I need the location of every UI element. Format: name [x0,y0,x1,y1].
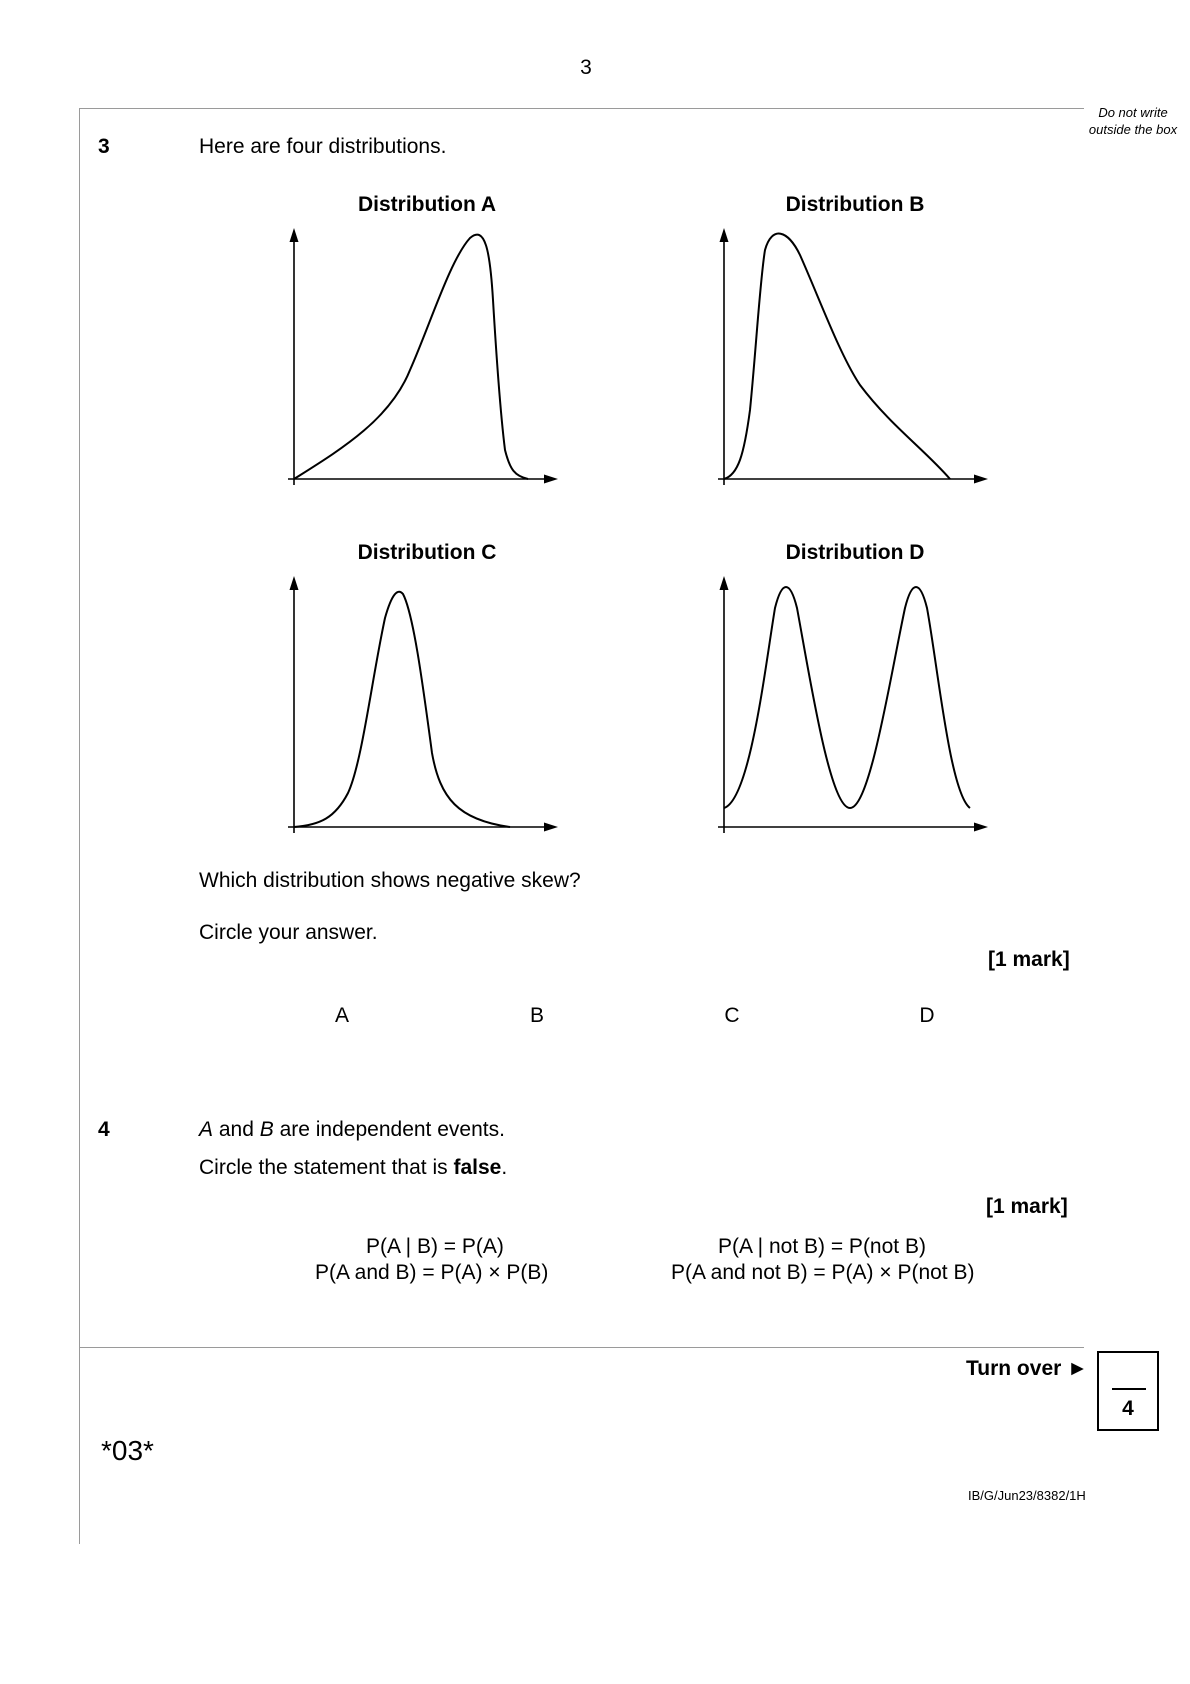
x-axis-arrow [974,823,988,832]
page-code: *03* [101,1435,154,1466]
question-3-mark: [1 mark] [988,948,1070,971]
turn-over-label: Turn over ► [966,1357,1088,1380]
distribution-d-curve [724,587,970,808]
distribution-a-graph [280,220,570,490]
question-3-number: 3 [98,135,110,158]
x-axis-arrow [544,475,558,484]
answer-option-d[interactable]: D [919,1004,935,1027]
distribution-c-graph [280,568,570,838]
answer-option-a[interactable]: A [334,1004,349,1027]
question-3-text: Which distribution shows negative skew? [199,869,581,892]
bottom-rule [79,1347,1084,1348]
question-4-instruction [199,1156,507,1180]
reference-code: IB/G/Jun23/8382/1H [968,1488,1086,1503]
margin-note: Do not write outside the box [1088,105,1178,137]
distribution-b-title: Distribution B [785,193,925,216]
distribution-d-graph [710,568,1000,838]
question-3-instruction: Circle your answer. [199,921,378,944]
statement-3[interactable]: P(A and B) = P(A) × P(B) [315,1261,549,1284]
distribution-b-curve [724,234,950,479]
distribution-b-graph [710,220,1000,490]
instruction-end: . [501,1156,508,1179]
y-axis-arrow [290,228,299,242]
instruction-start: Circle the statement that is [199,1156,454,1179]
statement-4[interactable]: P(A and not B) = P(A) × P(not B) [671,1261,975,1284]
question-4-mark: [1 mark] [986,1195,1068,1218]
event-a: A [199,1118,214,1141]
distribution-a-curve [294,235,528,479]
intro-and: and [213,1118,260,1141]
y-axis-arrow [720,228,729,242]
question-3-intro: Here are four distributions. [199,135,447,158]
y-axis-arrow [720,576,729,590]
x-axis-arrow [974,475,988,484]
page-number: 3 [580,56,592,79]
score-box-line [1112,1388,1146,1390]
question-4-number: 4 [98,1118,110,1141]
intro-rest: are independent events. [273,1118,505,1141]
distribution-d-title: Distribution D [785,541,925,564]
answer-option-b[interactable]: B [529,1004,544,1027]
top-rule [79,108,1084,109]
statement-1[interactable]: P(A | B) = P(A) [366,1235,504,1258]
statement-2[interactable]: P(A | not B) = P(not B) [718,1235,926,1258]
question-4-intro [199,1118,505,1142]
distribution-c-curve [294,592,510,827]
answer-option-c[interactable]: C [724,1004,740,1027]
event-b: B [259,1118,274,1141]
score-total: 4 [1122,1397,1134,1420]
distribution-c-title: Distribution C [357,541,497,564]
x-axis-arrow [544,823,558,832]
y-axis-arrow [290,576,299,590]
distribution-a-title: Distribution A [357,193,497,216]
instruction-false: false [453,1156,502,1179]
left-margin-rule [79,108,80,1544]
